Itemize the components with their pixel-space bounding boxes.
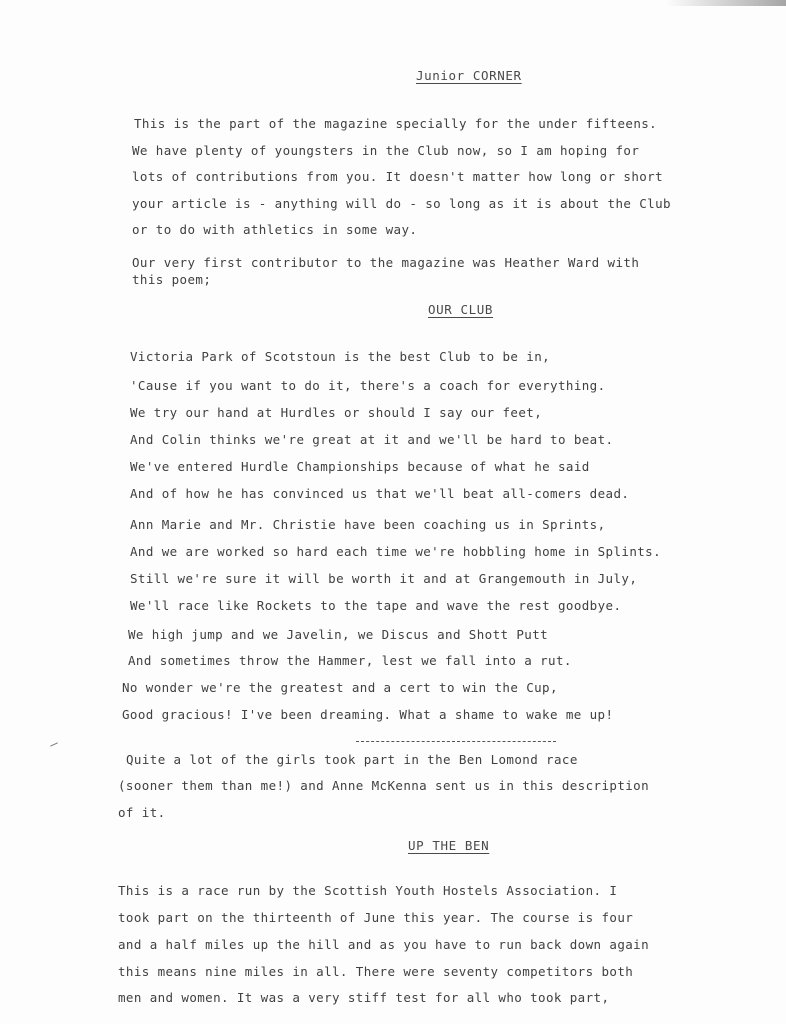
poem-line: Still we're sure it will be worth it and at Grangemouth in July,: [130, 571, 638, 586]
poem-line: Victoria Park of Scotstoun is the best Club to be in,: [130, 349, 551, 364]
poem-line: And Colin thinks we're great at it and we'll be hard to beat.: [130, 432, 614, 447]
scan-edge-shadow: [666, 0, 786, 6]
intro-line: your article is - anything will do - so long as it is about the Club: [132, 196, 671, 211]
poem-line: 'Cause if you want to do it, there's a coach for everything.: [130, 378, 606, 393]
race-line: this means nine miles in all. There were seventy competitors both: [118, 964, 634, 979]
poem-line: We high jump and we Javelin, we Discus and Shott Putt: [128, 627, 549, 642]
intro-line: Our very first contributor to the magazine was Heather Ward with: [132, 255, 640, 270]
intro-line: or to do with athletics in some way.: [132, 222, 418, 237]
poem-line: And sometimes throw the Hammer, lest we fall into a rut.: [128, 653, 572, 668]
race-intro-line: of it.: [118, 805, 166, 820]
intro-line: We have plenty of youngsters in the Club now, so I am hoping for: [132, 143, 640, 158]
poem-line: No wonder we're the greatest and a cert to win the Cup,: [122, 680, 558, 695]
race-intro-line: Quite a lot of the girls took part in the Ben Lomond race: [126, 752, 578, 767]
race-line: men and women. It was a very stiff test for all who took part,: [118, 990, 610, 1005]
poem-line: We'll race like Rockets to the tape and wave the rest goodbye.: [130, 598, 622, 613]
intro-line: This is the part of the magazine specially for the under fifteens.: [134, 116, 658, 131]
junior-corner-heading: Junior CORNER: [416, 68, 522, 83]
race-line: This is a race run by the Scottish Youth Hostels Association. I: [118, 883, 618, 898]
up-the-ben-heading: UP THE BEN: [408, 838, 490, 853]
intro-line: this poem;: [132, 272, 212, 287]
scan-mark: [50, 742, 58, 746]
our-club-heading: OUR CLUB: [428, 302, 494, 317]
poem-line: We've entered Hurdle Championships because of what he said: [130, 459, 590, 474]
race-intro-line: (sooner them than me!) and Anne McKenna sent us in this description: [118, 778, 650, 793]
poem-line: And we are worked so hard each time we're hobbling home in Splints.: [130, 544, 662, 559]
race-line: and a half miles up the hill and as you have to run back down again: [118, 937, 650, 952]
poem-line: Ann Marie and Mr. Christie have been coaching us in Sprints,: [130, 517, 606, 532]
race-line: took part on the thirteenth of June this year. The course is four: [118, 910, 634, 925]
section-divider: [356, 741, 556, 742]
poem-line: And of how he has convinced us that we'll beat all-comers dead.: [130, 486, 630, 501]
poem-line: We try our hand at Hurdles or should I say our feet,: [130, 405, 543, 420]
intro-line: lots of contributions from you. It doesn't matter how long or short: [132, 169, 664, 184]
poem-line: Good gracious! I've been dreaming. What a shame to wake me up!: [122, 707, 614, 722]
